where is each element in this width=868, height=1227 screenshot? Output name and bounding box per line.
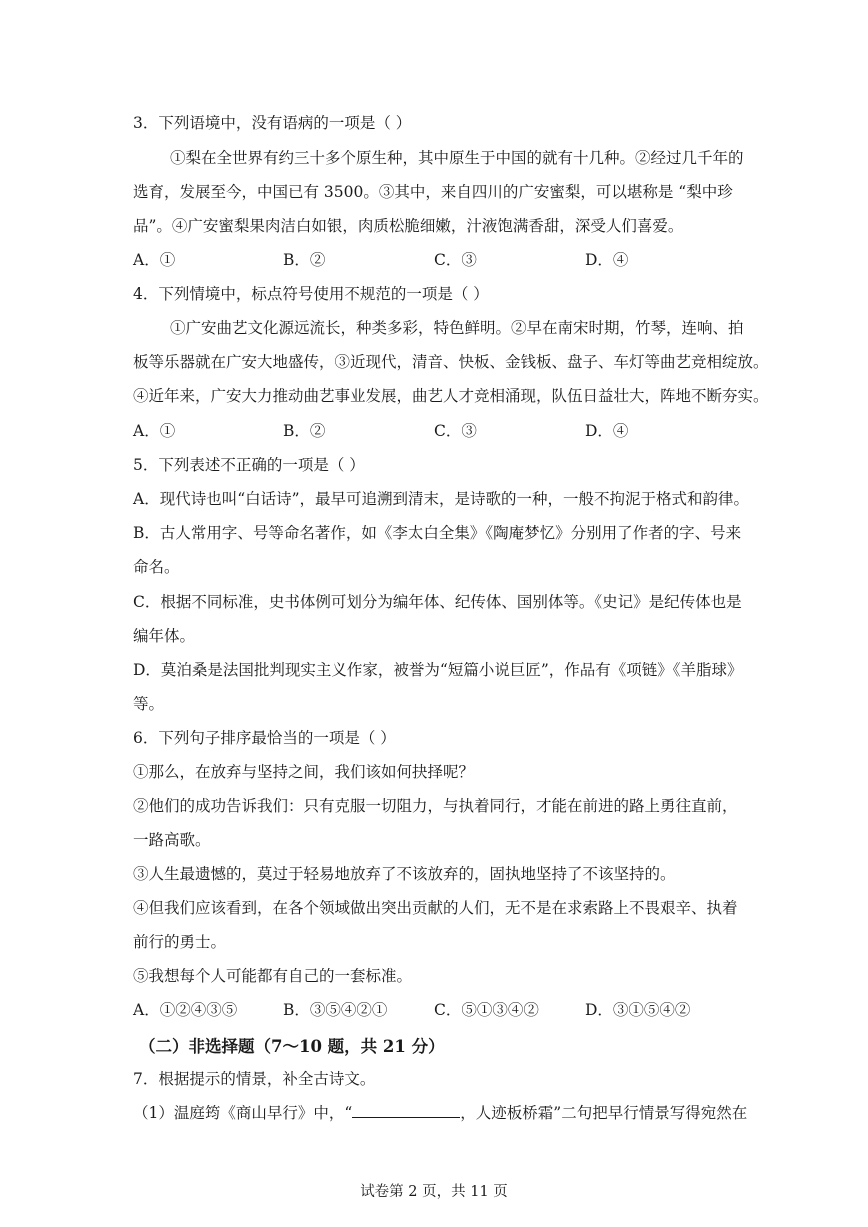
q5-option-a[interactable]: A．现代诗也叫“白话诗”，最早可追溯到清末，是诗歌的一种，一般不拘泥于格式和韵律。 bbox=[133, 490, 750, 508]
q6-option-c[interactable]: C．⑤①③④② bbox=[434, 1001, 539, 1019]
q6-option-a[interactable]: A．①②④③⑤ bbox=[133, 1001, 238, 1019]
q6-sentence-5: ⑤我想每个人可能都有自己的一套标准。 bbox=[133, 967, 413, 985]
section-heading-nonchoice: （二）非选择题（7～10 题，共 21 分） bbox=[139, 1037, 445, 1056]
q4-option-b[interactable]: B．② bbox=[283, 422, 326, 440]
q3-option-a[interactable]: A．① bbox=[133, 251, 176, 269]
q4-option-d[interactable]: D．④ bbox=[585, 422, 629, 440]
q4-option-c[interactable]: C．③ bbox=[434, 422, 477, 440]
q5-option-d[interactable]: D．莫泊桑是法国批判现实主义作家，被誉为“短篇小说巨匠”，作品有《项链》《羊脂球》 bbox=[133, 661, 743, 679]
q6-stem: 6．下列句子排序最恰当的一项是（ ） bbox=[133, 729, 396, 747]
q7-part1-blank[interactable] bbox=[352, 1103, 460, 1118]
q6-sentence-4-cont: 前行的勇士。 bbox=[133, 933, 227, 951]
q6-sentence-4: ④但我们应该看到，在各个领域做出突出贡献的人们，无不是在求索路上不畏艰辛、执着 bbox=[133, 899, 738, 917]
q5-option-d-cont: 等。 bbox=[133, 695, 165, 713]
q6-option-d[interactable]: D．③①⑤④② bbox=[585, 1001, 691, 1019]
q5-stem: 5．下列表述不正确的一项是（ ） bbox=[133, 456, 365, 474]
q5-option-c-cont: 编年体。 bbox=[133, 627, 196, 645]
page-footer: 试卷第 2 页，共 11 页 bbox=[360, 1184, 508, 1200]
q7-part1-prefix: （1）温庭筠《商山早行》中，“ bbox=[133, 1104, 353, 1122]
q7-part1-suffix: ，人迹板桥霜”二句把早行情景写得宛然在 bbox=[460, 1104, 748, 1122]
q4-option-a[interactable]: A．① bbox=[133, 422, 176, 440]
q5-option-b-cont: 命名。 bbox=[133, 558, 180, 576]
q6-sentence-2-cont: 一路高歌。 bbox=[133, 831, 211, 849]
q6-sentence-2: ②他们的成功告诉我们：只有克服一切阻力，与执着同行，才能在前进的路上勇往直前， bbox=[133, 797, 738, 815]
q5-option-b[interactable]: B．古人常用字、号等命名著作，如《李太白全集》《陶庵梦忆》分别用了作者的字、号来 bbox=[133, 524, 742, 542]
q7-part1 bbox=[133, 1103, 747, 1123]
q3-option-c[interactable]: C．③ bbox=[434, 251, 477, 269]
q3-passage-line-2: 选育，发展至今，中国已有 3500。③其中，来自四川的广安蜜梨，可以堪称是 “梨中珍 bbox=[133, 183, 733, 201]
q4-passage-line-3: ④近年来，广安大力推动曲艺事业发展，曲艺人才竞相涌现，队伍日益壮大，阵地不断夯实。 bbox=[133, 387, 769, 405]
q3-option-d[interactable]: D．④ bbox=[585, 251, 629, 269]
q6-option-b[interactable]: B．③⑤④②① bbox=[283, 1001, 388, 1019]
q3-stem: 3．下列语境中，没有语病的一项是（ ） bbox=[133, 114, 412, 132]
q3-passage-line-1: ①梨在全世界有约三十多个原生种，其中原生于中国的就有十几种。②经过几千年的 bbox=[170, 149, 744, 167]
q4-passage-line-2: 板等乐器就在广安大地盛传，③近现代，清音、快板、金钱板、盘子、车灯等曲艺竞相绽放。 bbox=[133, 353, 769, 371]
q7-stem: 7．根据提示的情景，补全古诗文。 bbox=[133, 1070, 376, 1088]
q6-sentence-1: ①那么，在放弃与坚持之间，我们该如何抉择呢？ bbox=[133, 763, 475, 781]
q3-passage-line-3: 品”。④广安蜜梨果肉洁白如银，肉质松脆细嫩，汁液饱满香甜，深受人们喜爱。 bbox=[133, 217, 684, 235]
q5-option-c[interactable]: C．根据不同标准，史书体例可划分为编年体、纪传体、国别体等。《史记》是纪传体也是 bbox=[133, 593, 742, 611]
q4-stem: 4．下列情境中，标点符号使用不规范的一项是（ ） bbox=[133, 285, 489, 303]
q3-option-b[interactable]: B．② bbox=[283, 251, 326, 269]
q4-passage-line-1: ①广安曲艺文化源远流长，种类多彩，特色鲜明。②早在南宋时期，竹琴，连响、拍 bbox=[170, 319, 744, 337]
q6-sentence-3: ③人生最遗憾的，莫过于轻易地放弃了不该放弃的，固执地坚持了不该坚持的。 bbox=[133, 865, 676, 883]
